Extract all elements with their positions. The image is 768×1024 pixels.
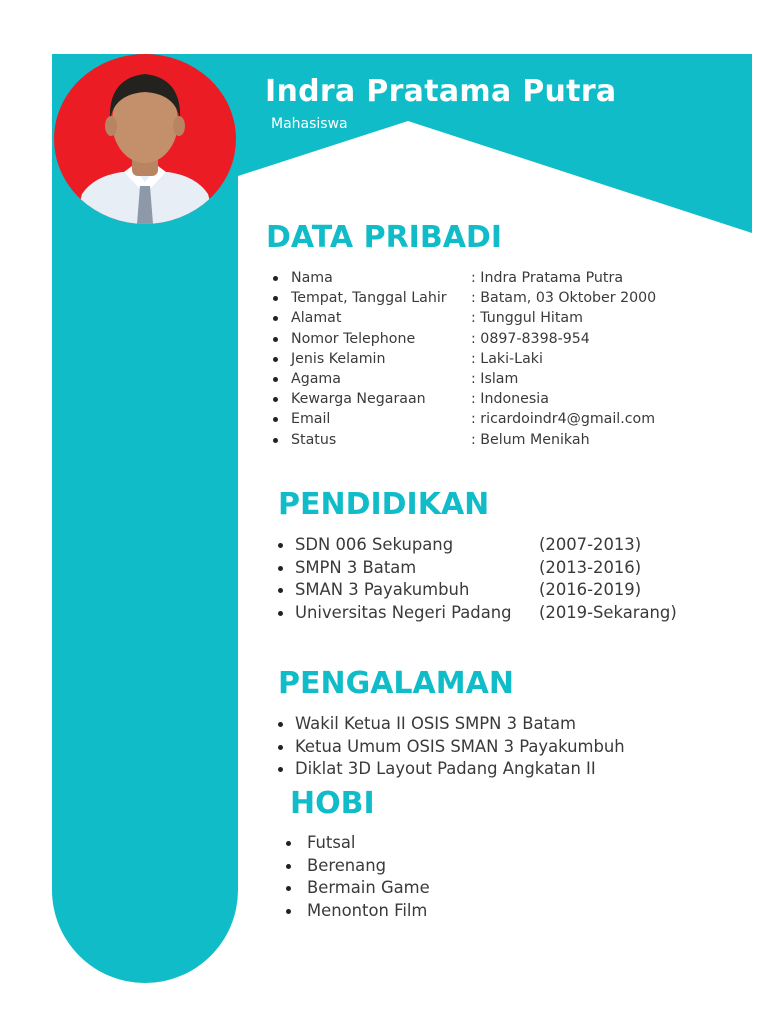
list-item: Bermain Game [286,877,430,900]
list-item: Diklat 3D Layout Padang Angkatan II [278,758,625,781]
person-role: Mahasiswa [271,116,348,132]
person-name: Indra Pratama Putra [265,74,617,109]
list-item: Agama : Islam [273,369,656,389]
section-title-data-pribadi: DATA PRIBADI [266,220,502,255]
list-item: SMPN 3 Batam (2013-2016) [278,557,677,580]
list-item: Email : ricardoindr4@gmail.com [273,409,656,429]
personal-data-list [273,268,656,450]
education-list [278,534,677,624]
left-ear [105,116,117,136]
list-item: Tempat, Tanggal Lahir : Batam, 03 Oktober 2000 [273,288,656,308]
list-item: Futsal [286,832,430,855]
profile-photo [54,54,236,224]
list-item: Menonton Film [286,900,430,923]
list-item: Wakil Ketua II OSIS SMPN 3 Batam [278,713,625,736]
list-item: Nomor Telephone : 0897-8398-954 [273,329,656,349]
section-title-hobi: HOBI [290,786,375,821]
section-title-pendidikan: PENDIDIKAN [278,487,490,522]
list-item: SMAN 3 Payakumbuh (2016-2019) [278,579,677,602]
list-item: SDN 006 Sekupang (2007-2013) [278,534,677,557]
list-item: Ketua Umum OSIS SMAN 3 Payakumbuh [278,736,625,759]
hobby-list [286,832,430,922]
list-item: Alamat : Tunggul Hitam [273,308,656,328]
list-item: Status : Belum Menikah [273,430,656,450]
list-item: Jenis Kelamin : Laki-Laki [273,349,656,369]
list-item: Berenang [286,855,430,878]
right-ear [173,116,185,136]
experience-list [278,713,625,781]
list-item: Nama : Indra Pratama Putra [273,268,656,288]
list-item: Kewarga Negaraan : Indonesia [273,389,656,409]
section-title-pengalaman: PENGALAMAN [278,666,514,701]
list-item: Universitas Negeri Padang (2019-Sekarang) [278,602,677,625]
